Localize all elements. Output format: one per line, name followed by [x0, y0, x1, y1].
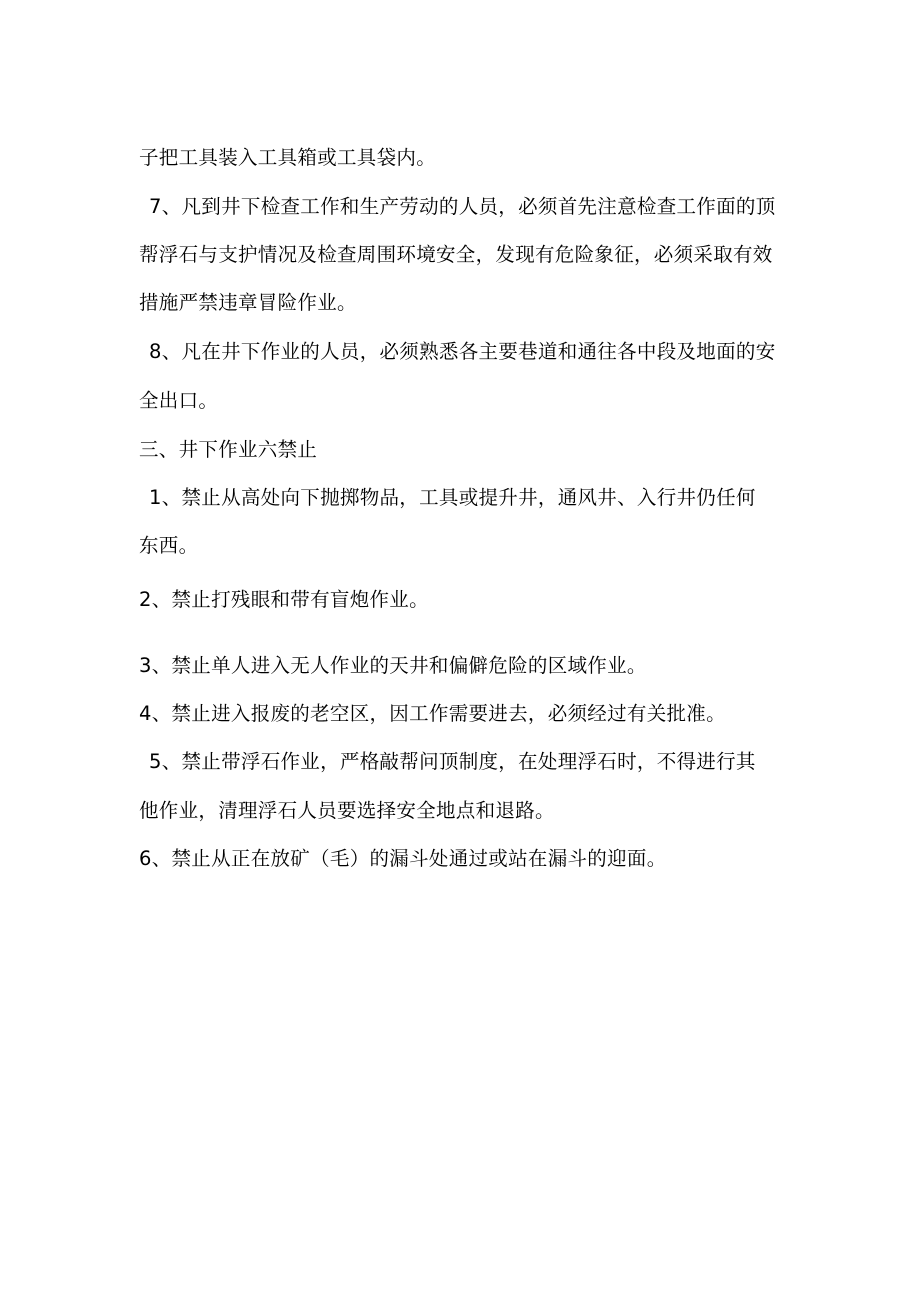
- text-line-11: 3、禁止单人进入无人作业的天井和偏僻危险的区域作业。: [139, 654, 647, 677]
- text-line-10: 2、禁止打残眼和带有盲炮作业。: [139, 588, 429, 611]
- section-heading: 三、井下作业六禁止: [139, 438, 318, 461]
- text-line-2: 7、凡到井下检查工作和生产劳动的人员，必须首先注意检查工作面的顶: [149, 195, 776, 218]
- text-line-14: 他作业，清理浮石人员要选择安全地点和退路。: [139, 799, 555, 822]
- text-line-13: 5、禁止带浮石作业，严格敲帮问顶制度，在处理浮石时，不得进行其: [149, 750, 756, 773]
- text-line-15: 6、禁止从正在放矿（毛）的漏斗处通过或站在漏斗的迎面。: [139, 847, 667, 870]
- text-line-1: 子把工具装入工具箱或工具袋内。: [139, 146, 437, 169]
- text-line-6: 全出口。: [139, 389, 219, 412]
- text-line-5: 8、凡在井下作业的人员，必须熟悉各主要巷道和通往各中段及地面的安: [149, 340, 776, 363]
- text-line-12: 4、禁止进入报废的老空区，因工作需要进去，必须经过有关批准。: [139, 702, 726, 725]
- text-line-3: 帮浮石与支护情况及检查周围环境安全，发现有危险象征，必须采取有效: [139, 243, 773, 266]
- text-line-8: 1、禁止从高处向下抛掷物品，工具或提升井，通风井、入行井仍任何: [149, 486, 756, 509]
- text-line-4: 措施严禁违章冒险作业。: [139, 291, 357, 314]
- text-line-9: 东西。: [139, 534, 199, 557]
